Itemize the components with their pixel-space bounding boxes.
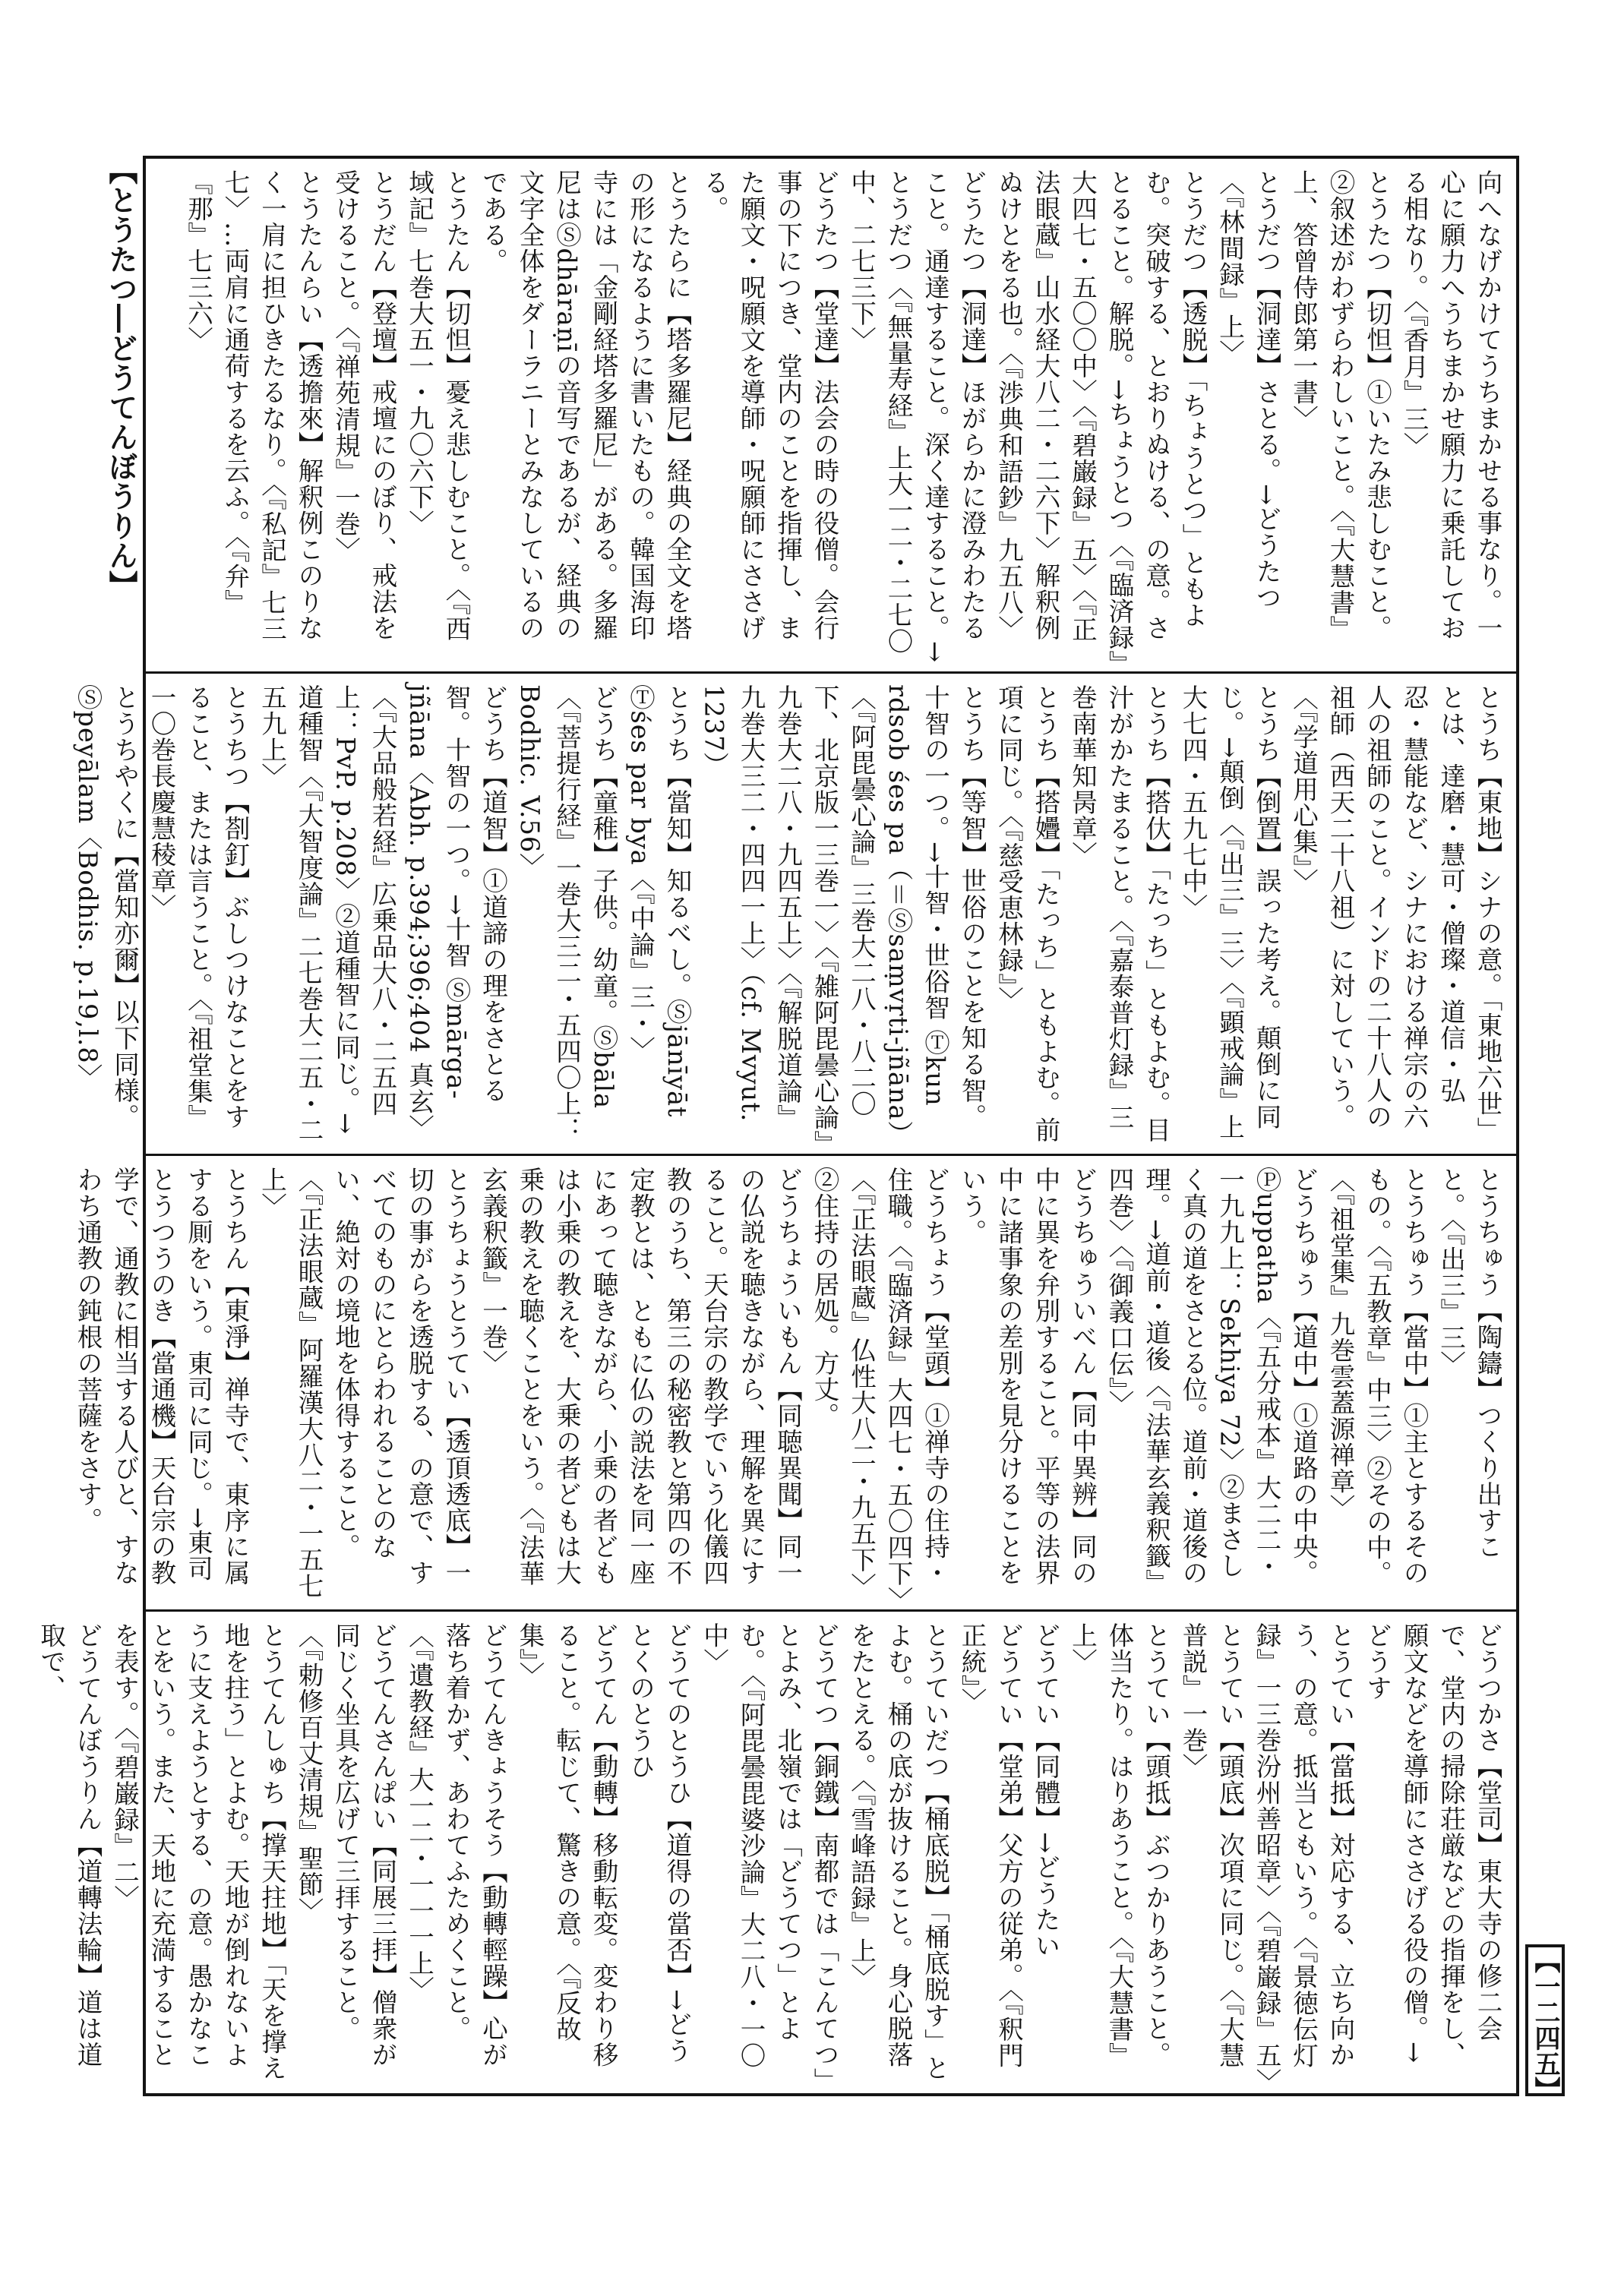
dictionary-entry: とうたん【切怛】憂え悲しむこと。〈『西域記』七巻大五一・九〇六下〉	[404, 169, 471, 642]
dictionary-entry: どうてい【堂弟】父方の従弟。〈『釈門正統』〉	[957, 1622, 1024, 2069]
dictionary-entry: どうつかさ【堂司】東大寺の修二会で、堂内の掃除荘厳などの指揮をし、願文などを導師にささげる役の僧。→どうす	[1362, 1622, 1502, 2068]
dictionary-entry: どうてつ【銅鐵】南都では「こんてつ」とよみ、北嶺では「どうてつ」とよむ。〈『阿毘曇毘婆沙論』大二八・一〇中〉	[699, 1622, 839, 2082]
dictionary-entry: とうちん【東淨】禅寺で、東序に属する厠をいう。東司に同じ。→東司	[183, 1167, 250, 1586]
tier-3	[73, 1154, 1516, 1609]
dictionary-entry: とうたんらい【透擔來】解釈例このりなく一肩に担ひきたるなり。〈『私記』七三七〉…両肩に通荷するを云ふ。〈『弁』『那』七三六〉	[183, 169, 324, 642]
tier-2	[73, 671, 1516, 1154]
dictionary-entry: どうち【道智】①道諦の理をさとる智。十智の一つ。→十智 Ⓢmārga-jñāna〈Abh. p.394;396;404 真玄〉〈『大品般若経』広乗品大八・二五四上：PvP. p.208〉②道種智に同じ。→道種智〈『大智度論』二七巻大二五・二五九上〉	[257, 684, 508, 1144]
tier-4-text	[36, 1622, 1506, 2095]
dictionary-entry: とうち【搭㐲】「たっち」ともよむ。目汁がかたまること。〈『嘉泰普灯録』三巻南華知昺章〉	[1067, 684, 1171, 1144]
tier-4	[36, 1609, 1516, 2095]
tier-2-text	[73, 684, 1506, 1148]
dictionary-entry: どうてい【同體】→どうたい	[1031, 1622, 1060, 1960]
tier-3-text	[73, 1167, 1506, 1603]
dictionary-entry: どうたつ【堂達】法会の時の役僧。会行事の下につき、堂内のことを指揮し、また願文・呪願文を導師・呪願師にささげる。	[699, 169, 839, 641]
dictionary-entry: どうてんさんぱい【同展三拝】僧衆が同じく坐具を広げて三拝すること。〈『勅修百丈清規』聖節〉	[294, 1622, 397, 2068]
dictionary-entry: とうちつ【剳釘】ぶしつけなことをすること、または言うこと。〈『祖堂集』一〇巻長慶慧稜章〉	[147, 684, 250, 1131]
tier-1	[146, 159, 1516, 671]
dictionary-entry: とうていだつ【桶底脱】「桶底脱す」とよむ。桶の底が抜けること。身心脱落をたとえる。〈『雪峰語録』上〉	[846, 1622, 950, 2082]
dictionary-entry: とうたらに【塔多羅尼】経典の全文を塔の形になるように書いたもの。韓国海印寺には「金剛経塔多羅尼」がある。多羅尼はⓈdhāraṇīの音写であるが、経典の文字全体をダーラニーとみなしているのである。	[478, 169, 692, 642]
dictionary-entry: とうだん【登壇】戒壇にのぼり、戒法を受けること。〈『禅苑清規』一巻〉	[330, 169, 397, 641]
dictionary-entry: とうてい【當抵】対応する、立ち向かう、の意。抵当ともいう。〈『景徳伝灯録』一三巻汾州善昭章〉〈『碧巌録』五〉	[1252, 1622, 1355, 2095]
dictionary-entry: とうち【倒置】誤った考え。顛倒に同じ。→顛倒〈『出三』三〉〈『顕戒論』上大七四・五九七中〉	[1178, 684, 1281, 1140]
dictionary-entry: とうちゅう【陶鑄】つくり出すこと。〈『出三』三〉	[1436, 1167, 1502, 1560]
dictionary-entry: とうたつ【切怛】①いたみ悲しむこと。②叙述がわずらわしいこと。〈『大慧書』上、答曾侍郎第一書〉	[1288, 169, 1392, 642]
dictionary-entry: どうてのとうひ【道得の當否】→どうとくのとうひ	[625, 1622, 692, 2064]
page-number: 【一二四五】	[1525, 1944, 1565, 2096]
dictionary-entry: どうたつ【洞達】ほがらかに澄みわたること。通達すること。深く達すること。→とうだつ〈『無量寿経』上大一二・二七〇中、二七三下〉	[846, 169, 987, 664]
dictionary-entry: とうてい【頭抵】ぶつかりあうこと。体当たり。はりあうこと。〈『大慧書』上〉	[1067, 1622, 1171, 2069]
dictionary-entry: どうちょういもん【同聴異聞】同一の仏説を聴きながら、理解を異にすること。天台宗の教学でいう化儀四教のうち、第三の秘密教と第四の不定教とは、ともに仏の説法を同一座にあって聴きながら、小乗の者どもは小乗の教えを、大乗の者どもは大乗の教えを聴くことをいう。〈『法華玄義釈籤』一巻〉	[478, 1167, 803, 1587]
dictionary-entry: どうち【童稚】子供。幼童。Ⓢbāla〈『菩提行経』一巻大三二・五四〇上：Bodhic. V.56〉	[515, 684, 618, 1144]
dictionary-entry: とうてい【頭底】次項に同じ。〈『大慧普説』一巻〉	[1178, 1622, 1245, 2069]
dictionary-entry: どうちゅういべん【同中異辨】同の中に異を弁別すること。平等の法界中に諸事象の差別を見分けることをいう。	[957, 1167, 1098, 1586]
dictionary-entry: とうちゅう【當中】①主とするそのもの。〈『五教章』中三〉②その中。〈『祖堂集』九巻雲蓋源禅章〉	[1325, 1167, 1429, 1587]
dictionary-entry: とうだつ【透脱】「ちょうとつ」ともよむ。突破する、とおりぬける、の意。さとること。解脱。→ちょうとつ〈『臨済録』大四七・五〇〇中〉〈『碧巌録』五〉〈『正法眼蔵』山水経大八二・二六下〉解釈例ぬけとをる也。〈『渉典和語鈔』九五八〉	[994, 169, 1208, 665]
dictionary-entry: どうちゅう【道中】①道路の中央。Ⓟuppatha〈『五分戒本』大二二・一九九上：Sekhiya 72〉②まさしく真の道をさとる位。道前・道後の理。→道前・道後〈『法華玄義釈籤』四巻〉〈『御義口伝』〉	[1104, 1167, 1319, 1596]
dictionary-entry: どうてん【動轉】移動転変。変わり移ること。転じて、驚きの意。〈『反故集』〉	[515, 1622, 618, 2068]
dictionary-entry: とうちょうとうてい【透頂透底】一切の事がらを透脱する、の意で、すべてのものにとらわれることのない、絶対の境地を体得すること。〈『正法眼蔵』阿羅漢大八二・一五七上〉	[257, 1167, 471, 1600]
dictionary-entry: とうち【等智】世俗のことを知る智。十智の一つ。→十智・世俗智 Ⓣkun rdsob śes pa（＝Ⓢsaṃvṛti-jñāna）〈『阿毘曇心論』三巻大二八・八二〇下、北京版一三巻一〉〈『雑阿毘曇心論』九巻大二八・九四五上〉〈『解脱道論』九巻大三二・四四一上〉（cf. Mvyut. 1237）	[699, 684, 987, 1148]
dictionary-entry: とうち【當知】知るべし。Ⓢjānīyāt Ⓣśes par bya〈『中論』三・〉	[625, 684, 692, 1118]
dictionary-entry: どうてんぼうりん【道轉法輪】道は道取で、	[36, 1622, 103, 2068]
dictionary-entry: とうつうのき【當通機】天台宗の教学で、通教に相当する人びと、すなわち通教の鈍根の菩薩をさす。	[73, 1167, 176, 1586]
dictionary-entry: 向へなげかけてうちまかせる事なり。一心に願力へうちまかせ願力に乗託しておる相なり。〈『香月』三〉	[1399, 169, 1502, 641]
dictionary-entry: とうちやくに【當知亦爾】以下同様。Ⓢpeyālam〈Bodhis. p.19,l.8〉	[73, 684, 140, 1130]
tier-1-text	[156, 169, 1506, 665]
dictionary-entry: とうだつ【洞達】さとる。→どうたつ〈『林間録』上〉	[1215, 169, 1281, 611]
dictionary-entry: とうち【東地】シナの意。「東地六世」とは、達磨・慧可・僧璨・道信・弘忍・慧能など、シナにおける禅宗の六人の祖師のこと。インドの二十八人の祖師（西天二十八祖）に対していう。〈『学道用心集』〉	[1288, 684, 1502, 1144]
dictionary-entry: とうてんしゅち【撑天拄地】「天を撑え地を拄う」とよむ。天地が倒れないように支えようとする、の意。愚かなことをいう。また、天地に充満することを表す。〈『碧巌録』二〉	[109, 1622, 287, 2082]
dictionary-entry: とうち【搭㜼】「たっち」ともよむ。前項に同じ。〈『慈受恵林録』〉	[994, 684, 1060, 1144]
dictionary-entry: どうてんきょうそう【動轉輕躁】心が落ち着かず、あわてふためくこと。〈『遺教経』大一二・一一一上〉	[404, 1622, 508, 2068]
running-header: 【とうたつ―どうてんぼうりん】	[104, 156, 138, 600]
dictionary-entry: どうちょう【堂頭】①禅寺の住持・住職。〈『臨済録』大四七・五〇四下〉〈『正法眼蔵』仏性大八二・九五下〉②住持の居処。方丈。	[810, 1167, 950, 1600]
